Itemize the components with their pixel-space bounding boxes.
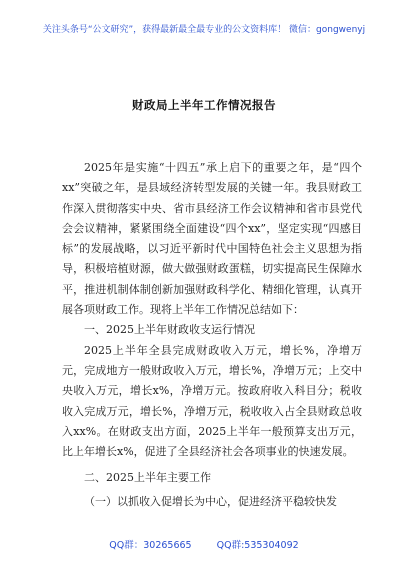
- revenue-paragraph: 2025上半年全县完成财政收入万元，增长%，净增万元，完成地方一般财政收入万元，增长%，净增万元；上交中央收入万元，增长x%，净增万元。按政府收入科目分；税收收入完成万元，增长%，净增万元，税收收入占全县财政总收入xx%。在财政支出方面，2025上半年一般预算支出万元，比上年增长x%，促进了全县经济社会各项事业的快速发展。: [62, 343, 362, 459]
- section-heading-2: 二、2025上半年主要工作: [84, 471, 211, 485]
- document-body: [62, 158, 362, 512]
- section-heading-1: 一、2025上半年财政收支运行情况: [84, 323, 255, 337]
- header-banner: 关注头条号“公文研究”，获得最新最全最专业的公文资料库！ 微信：gongwenyj: [42, 25, 366, 35]
- footer-qq-group-1: QQ群：30265665: [109, 540, 192, 551]
- subsection-heading-1: （一）以抓收入促增长为中心，促进经济平稳较快发: [84, 494, 337, 508]
- intro-paragraph: 2025年是实施“十四五”承上启下的重要之年，是“四个xx”突破之年，是县域经济转型发展的关键一年。我县财政工作深入贯彻落实中央、省市县经济工作会议精神和省市县党代会会议精神，紧紧围绕全面建设“四个xx”，坚定实现“四感目标”的发展战略，以习近平新时代中国特色社会主义思想为指导，积极培植财源，做大做强财政蛋糕，切实提高民生保障水平，推进机制体制创新加强财政科学化、精细化管理，认真开展各项财政工作。现将上半年工作情况总结如下：: [62, 161, 362, 317]
- footer-contact: [0, 537, 408, 551]
- document-title: 财政局上半年工作情况报告: [132, 98, 276, 112]
- footer-qq-group-2: QQ群:535304092: [216, 540, 299, 551]
